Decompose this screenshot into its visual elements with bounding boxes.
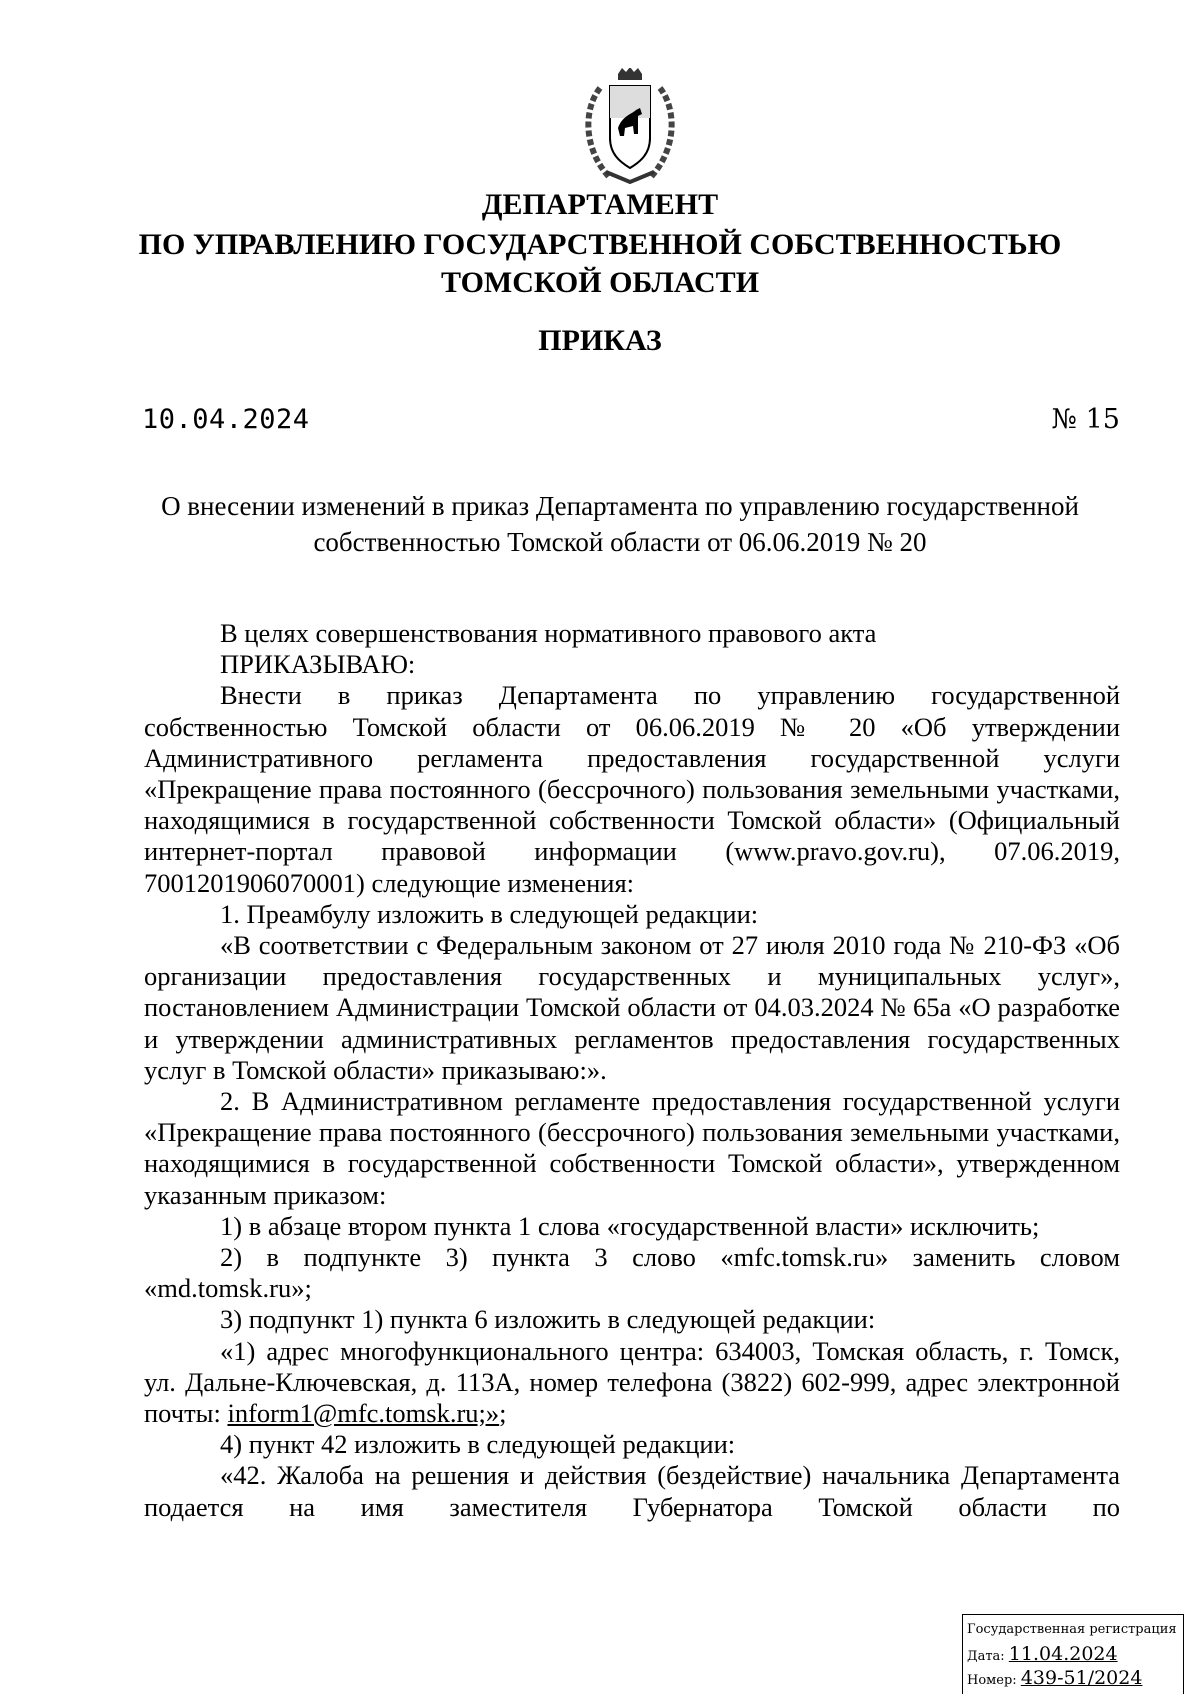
header-line-3: ТОМСКОЙ ОБЛАСТИ xyxy=(440,266,760,299)
registration-date-value: 11.04.2024 xyxy=(1008,1643,1118,1665)
registration-number-row xyxy=(967,1665,1179,1689)
mfc-address-end: ; xyxy=(499,1398,507,1429)
registration-title: Государственная регистрация xyxy=(967,1622,1177,1637)
email-link[interactable]: inform1@mfc.tomsk.ru;» xyxy=(227,1398,500,1429)
mfc-address-text: «1) адрес многофункционального центра: 634003, Томская область, г. Томск, ул. Дальне-Ключевская, д. 113А, номер телефона (3822) 602-999, адрес электронной почты: xyxy=(144,1335,1120,1429)
coat-of-arms-icon xyxy=(570,68,690,188)
paragraph-subitem-3: 3) подпункт 1) пункта 6 изложить в следующей редакции: xyxy=(220,1304,876,1335)
paragraph-item-2: 2. В Административном регламенте предоставления государственной услуги «Прекращение права постоянного (бессрочного) пользования земельными участками, находящимися в государственной собственности Томской области», утвержденном указанным приказом: xyxy=(144,1086,1120,1210)
subject-line-1: О внесении изменений в приказ Департамента по управлению государственной xyxy=(161,491,1079,521)
registration-number-label: Номер: xyxy=(967,1673,1017,1688)
subject-line-2: собственностью Томской области от 06.06.2019 № 20 xyxy=(313,527,927,557)
order-number: № 15 xyxy=(1051,404,1120,435)
paragraph-order: ПРИКАЗЫВАЮ: xyxy=(220,649,416,680)
document-type: ПРИКАЗ xyxy=(538,324,662,357)
paragraph-item-42: «42. Жалоба на решения и действия (бездействие) начальника Департамента подается на имя заместителя Губернатора Томской области по xyxy=(144,1460,1120,1522)
paragraph-item-1: 1. Преамбулу изложить в следующей редакции: xyxy=(220,898,759,929)
paragraph-preamble: «В соответствии с Федеральным законом от 27 июля 2010 года № 210-ФЗ «Об организации предоставления государственных и муниципальных услуг», постановлением Администрации Томской области от 04.03.2024 № 65а «О разработке и утверждении административных регламентов предоставления государственных услуг в Томской области» приказываю:». xyxy=(144,930,1120,1085)
paragraph-subitem-2: 2) в подпункте 3) пункта 3 слово «mfc.tomsk.ru» заменить словом «md.tomsk.ru»; xyxy=(144,1242,1120,1304)
registration-stamp xyxy=(962,1614,1184,1694)
paragraph-amend: Внести в приказ Департамента по управлению государственной собственностью Томской области от 06.06.2019 № 20 «Об утверждении Административного регламента предоставления государственной услуги «Прекращение права постоянного (бессрочного) пользования земельными участками, находящимися в государственной собственности Томской области» (Официальный интернет-портал правовой информации (www.pravo.gov.ru), 07.06.2019, 7001201906070001) следующие изменения: xyxy=(144,680,1120,898)
registration-date-row xyxy=(967,1641,1179,1665)
paragraph-subitem-4: 4) пункт 42 изложить в следующей редакции: xyxy=(220,1429,736,1460)
registration-number-value: 439-51/2024 xyxy=(1020,1667,1143,1689)
paragraph-mfc-address xyxy=(144,1336,1120,1430)
paragraph-purpose: В целях совершенствования нормативного правового акта xyxy=(220,618,877,648)
order-body xyxy=(144,618,1120,1523)
registration-date-label: Дата: xyxy=(967,1649,1005,1664)
order-subject xyxy=(100,488,1140,560)
header-line-1: ДЕПАРТАМЕНТ xyxy=(481,188,719,221)
paragraph-subitem-1: 1) в абзаце втором пункта 1 слова «государственной власти» исключить; xyxy=(220,1210,1040,1241)
order-date: 10.04.2024 xyxy=(142,404,310,435)
header-line-2: ПО УПРАВЛЕНИЮ ГОСУДАРСТВЕННОЙ СОБСТВЕННОСТЬЮ xyxy=(138,228,1062,261)
